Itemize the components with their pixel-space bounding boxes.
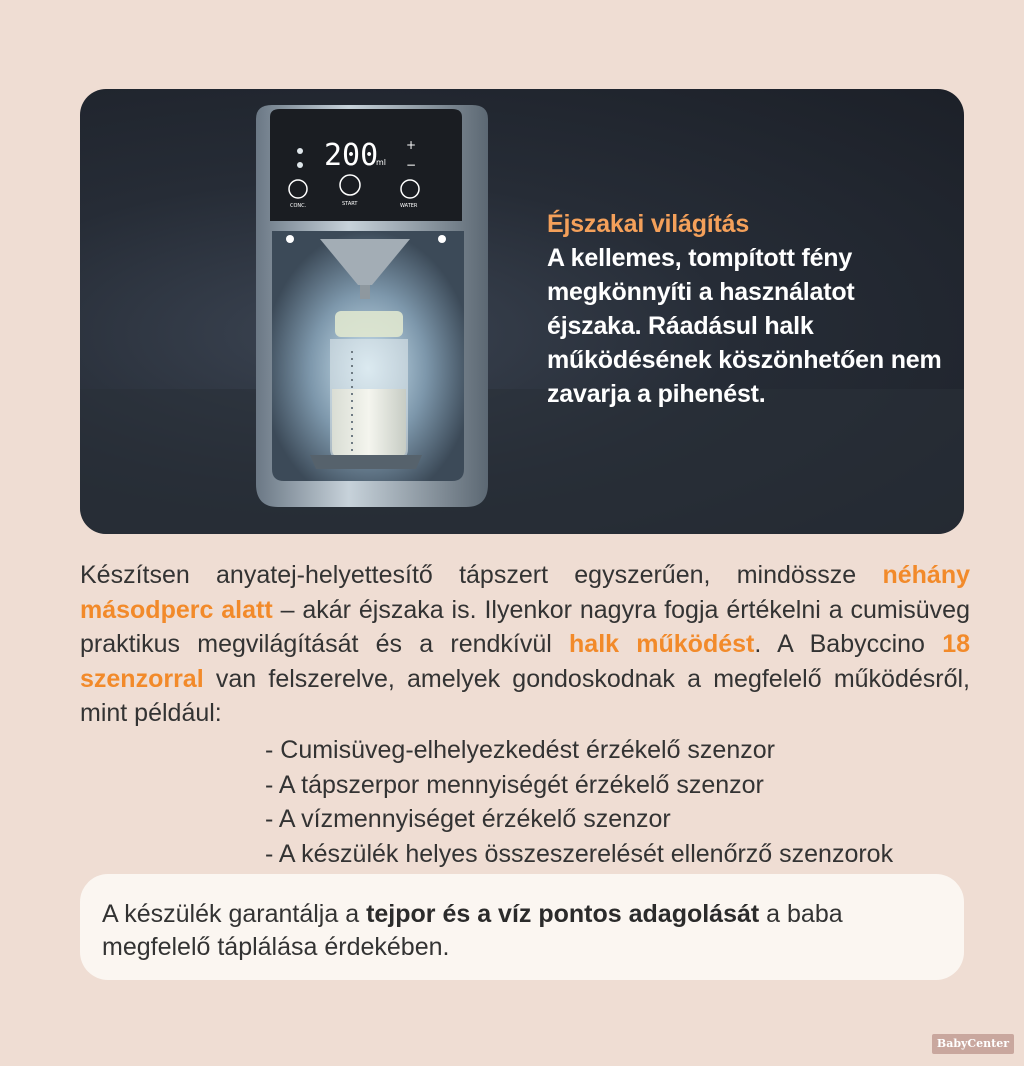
- list-item: - A tápszerpor mennyiségét érzékelő szenzor: [265, 770, 764, 799]
- hero-text: [547, 207, 947, 411]
- display-value: 200: [324, 138, 379, 173]
- list-item: - A vízmennyiséget érzékelő szenzor: [265, 805, 671, 834]
- para-text-2: – akár éjszaka is. Ilyenkor nagyra fogja értékelni a cumisüveg praktikus megvilágítását és a rendkívül: [80, 595, 970, 659]
- callout-box: [80, 874, 964, 980]
- start-label: START: [342, 201, 358, 207]
- highlight-quiet: halk működést: [569, 630, 755, 659]
- para-text-4: van felszerelve, amelyek gondoskodnak a megfelelő működésről, mint például:: [80, 664, 970, 728]
- svg-text:+: +: [406, 138, 417, 152]
- callout-text-1: A készülék garantálja a: [102, 900, 367, 928]
- list-item: - A készülék helyes összeszerelését ellenőrző szenzorok: [265, 839, 894, 868]
- highlight-seconds: néhány másodperc alatt: [80, 561, 970, 624]
- hero-banner: [80, 89, 964, 534]
- para-text-3: . A Babyccino: [754, 630, 943, 659]
- para-text-1: Készítsen anyatej-helyettesítő tápszert egyszerűen, mindössze: [80, 561, 883, 589]
- water-label: WATER: [400, 203, 418, 209]
- svg-text:−: −: [406, 158, 417, 172]
- hero-body: A kellemes, tompított fény megkönnyíti a használatot éjszaka. Ráadásul halk működésének köszönhetően nem zavarja a pihenést.: [547, 244, 942, 408]
- description-paragraph: [80, 558, 970, 731]
- highlight-sensors: 18 szenzorral: [80, 630, 970, 693]
- display-unit: ml: [376, 158, 387, 167]
- list-item: - Cumisüveg-elhelyezkedést érzékelő szenzor: [265, 736, 775, 764]
- babycenter-logo: BabyCenter: [932, 1034, 1014, 1054]
- callout-bold: tejpor és a víz pontos adagolását: [366, 900, 760, 928]
- callout-text-2: a baba megfelelő táplálása érdekében.: [102, 900, 843, 961]
- hero-title: Éjszakai világítás: [547, 210, 750, 238]
- conc-label: CONC.: [290, 203, 307, 209]
- sensor-list: [265, 733, 893, 871]
